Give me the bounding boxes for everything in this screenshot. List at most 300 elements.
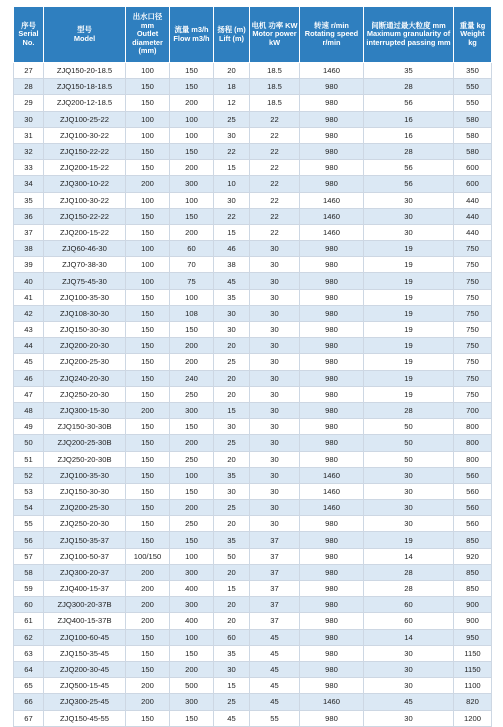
cell-rotating-speed: 980 xyxy=(300,710,364,726)
table-row xyxy=(14,176,492,192)
cell-rotating-speed: 980 xyxy=(300,273,364,289)
cell-weight: 750 xyxy=(454,289,492,305)
cell-motor-power: 30 xyxy=(250,289,300,305)
cell-rotating-speed: 980 xyxy=(300,354,364,370)
cell-outlet-diameter: 200 xyxy=(126,564,170,580)
cell-weight: 900 xyxy=(454,597,492,613)
table-row xyxy=(14,548,492,564)
cell-model: ZJQ200-20-30 xyxy=(44,338,126,354)
cell-serial-no: 60 xyxy=(14,597,44,613)
cell-rotating-speed: 980 xyxy=(300,581,364,597)
cell-motor-power: 30 xyxy=(250,338,300,354)
cell-motor-power: 37 xyxy=(250,564,300,580)
cell-outlet-diameter: 200 xyxy=(126,581,170,597)
cell-max-granularity: 14 xyxy=(364,548,454,564)
cell-flow: 150 xyxy=(170,79,214,95)
cell-flow: 100 xyxy=(170,127,214,143)
cell-max-granularity: 30 xyxy=(364,483,454,499)
table-row xyxy=(14,581,492,597)
cell-serial-no: 55 xyxy=(14,516,44,532)
table-row xyxy=(14,661,492,677)
cell-max-granularity: 28 xyxy=(364,402,454,418)
cell-max-granularity: 28 xyxy=(364,143,454,159)
cell-flow: 150 xyxy=(170,63,214,79)
cell-flow: 200 xyxy=(170,354,214,370)
cell-motor-power: 55 xyxy=(250,710,300,726)
header-weight xyxy=(454,7,492,63)
cell-weight: 850 xyxy=(454,532,492,548)
cell-lift: 60 xyxy=(214,629,250,645)
cell-outlet-diameter: 100 xyxy=(126,111,170,127)
header-en-label: Maximum granularity of interrupted passing mm xyxy=(366,29,451,47)
table-row xyxy=(14,241,492,257)
cell-outlet-diameter: 150 xyxy=(126,532,170,548)
cell-model: ZJQ60-46-30 xyxy=(44,241,126,257)
cell-flow: 100 xyxy=(170,548,214,564)
cell-outlet-diameter: 150 xyxy=(126,224,170,240)
table-row xyxy=(14,564,492,580)
cell-model: ZJQ100-35-30 xyxy=(44,289,126,305)
cell-serial-no: 52 xyxy=(14,467,44,483)
table-header-row xyxy=(14,7,492,63)
cell-rotating-speed: 980 xyxy=(300,661,364,677)
cell-model: ZJQ200-15-22 xyxy=(44,160,126,176)
cell-motor-power: 22 xyxy=(250,127,300,143)
cell-lift: 12 xyxy=(214,95,250,111)
cell-model: ZJQ200-30-45 xyxy=(44,661,126,677)
cell-flow: 200 xyxy=(170,224,214,240)
table-row xyxy=(14,305,492,321)
cell-outlet-diameter: 200 xyxy=(126,402,170,418)
cell-weight: 600 xyxy=(454,160,492,176)
cell-serial-no: 64 xyxy=(14,661,44,677)
cell-weight: 1100 xyxy=(454,678,492,694)
cell-motor-power: 45 xyxy=(250,694,300,710)
cell-model: ZJQ400-15-37B xyxy=(44,613,126,629)
table-row xyxy=(14,257,492,273)
cell-max-granularity: 19 xyxy=(364,257,454,273)
cell-max-granularity: 30 xyxy=(364,224,454,240)
cell-max-granularity: 60 xyxy=(364,597,454,613)
cell-lift: 30 xyxy=(214,661,250,677)
cell-model: ZJQ150-18-18.5 xyxy=(44,79,126,95)
cell-serial-no: 66 xyxy=(14,694,44,710)
cell-motor-power: 22 xyxy=(250,143,300,159)
cell-motor-power: 18.5 xyxy=(250,95,300,111)
cell-motor-power: 30 xyxy=(250,354,300,370)
cell-max-granularity: 50 xyxy=(364,435,454,451)
cell-flow: 150 xyxy=(170,208,214,224)
cell-flow: 250 xyxy=(170,516,214,532)
cell-rotating-speed: 1460 xyxy=(300,467,364,483)
cell-model: ZJQ400-15-37 xyxy=(44,581,126,597)
cell-motor-power: 22 xyxy=(250,160,300,176)
cell-rotating-speed: 980 xyxy=(300,95,364,111)
cell-max-granularity: 30 xyxy=(364,710,454,726)
table-row xyxy=(14,451,492,467)
cell-model: ZJQ150-30-30 xyxy=(44,322,126,338)
cell-outlet-diameter: 100 xyxy=(126,63,170,79)
cell-model: ZJQ200-15-22 xyxy=(44,224,126,240)
header-lift xyxy=(214,7,250,63)
table-row xyxy=(14,322,492,338)
cell-motor-power: 18.5 xyxy=(250,79,300,95)
cell-serial-no: 42 xyxy=(14,305,44,321)
cell-motor-power: 30 xyxy=(250,241,300,257)
cell-weight: 560 xyxy=(454,516,492,532)
cell-model: ZJQ150-20-18.5 xyxy=(44,63,126,79)
cell-max-granularity: 56 xyxy=(364,160,454,176)
header-en-label: Flow m3/h xyxy=(173,33,210,43)
cell-flow: 60 xyxy=(170,241,214,257)
header-cn-label: 型号 xyxy=(77,24,92,34)
cell-rotating-speed: 980 xyxy=(300,370,364,386)
cell-max-granularity: 45 xyxy=(364,694,454,710)
cell-max-granularity: 60 xyxy=(364,613,454,629)
cell-model: ZJQ100-50-37 xyxy=(44,548,126,564)
table-row xyxy=(14,160,492,176)
cell-flow: 300 xyxy=(170,597,214,613)
cell-flow: 150 xyxy=(170,645,214,661)
cell-flow: 240 xyxy=(170,370,214,386)
cell-weight: 1200 xyxy=(454,710,492,726)
cell-motor-power: 22 xyxy=(250,111,300,127)
cell-weight: 440 xyxy=(454,224,492,240)
cell-model: ZJQ100-30-22 xyxy=(44,192,126,208)
cell-rotating-speed: 980 xyxy=(300,241,364,257)
header-en-label: Outlet diameter (mm) xyxy=(132,29,163,56)
cell-serial-no: 30 xyxy=(14,111,44,127)
cell-lift: 30 xyxy=(214,419,250,435)
cell-motor-power: 30 xyxy=(250,402,300,418)
cell-outlet-diameter: 200 xyxy=(126,613,170,629)
cell-serial-no: 65 xyxy=(14,678,44,694)
cell-motor-power: 30 xyxy=(250,257,300,273)
cell-serial-no: 45 xyxy=(14,354,44,370)
cell-serial-no: 48 xyxy=(14,402,44,418)
cell-motor-power: 30 xyxy=(250,322,300,338)
pump-spec-table xyxy=(13,6,492,727)
cell-rotating-speed: 1460 xyxy=(300,483,364,499)
cell-weight: 750 xyxy=(454,305,492,321)
table-row xyxy=(14,419,492,435)
cell-lift: 10 xyxy=(214,176,250,192)
table-row xyxy=(14,192,492,208)
table-row xyxy=(14,273,492,289)
cell-serial-no: 46 xyxy=(14,370,44,386)
table-row xyxy=(14,516,492,532)
cell-lift: 15 xyxy=(214,160,250,176)
cell-weight: 1150 xyxy=(454,645,492,661)
cell-motor-power: 45 xyxy=(250,629,300,645)
cell-motor-power: 30 xyxy=(250,483,300,499)
cell-motor-power: 45 xyxy=(250,661,300,677)
cell-weight: 800 xyxy=(454,451,492,467)
header-cn-label: 扬程 (m) xyxy=(217,24,246,34)
cell-rotating-speed: 980 xyxy=(300,257,364,273)
cell-outlet-diameter: 100 xyxy=(126,192,170,208)
table-row xyxy=(14,386,492,402)
cell-rotating-speed: 980 xyxy=(300,79,364,95)
cell-flow: 150 xyxy=(170,483,214,499)
cell-motor-power: 37 xyxy=(250,581,300,597)
cell-serial-no: 31 xyxy=(14,127,44,143)
cell-rotating-speed: 1460 xyxy=(300,224,364,240)
cell-outlet-diameter: 100 xyxy=(126,257,170,273)
cell-weight: 820 xyxy=(454,694,492,710)
header-outlet-diameter xyxy=(126,7,170,63)
cell-motor-power: 37 xyxy=(250,597,300,613)
cell-weight: 560 xyxy=(454,500,492,516)
header-cn-label: 电机 功率 KW xyxy=(251,20,298,30)
cell-flow: 400 xyxy=(170,581,214,597)
cell-weight: 750 xyxy=(454,370,492,386)
cell-flow: 200 xyxy=(170,95,214,111)
cell-serial-no: 28 xyxy=(14,79,44,95)
cell-serial-no: 53 xyxy=(14,483,44,499)
cell-motor-power: 30 xyxy=(250,305,300,321)
cell-rotating-speed: 1460 xyxy=(300,63,364,79)
cell-lift: 35 xyxy=(214,532,250,548)
cell-serial-no: 27 xyxy=(14,63,44,79)
cell-weight: 350 xyxy=(454,63,492,79)
header-cn-label: 转速 r/min xyxy=(314,20,349,30)
cell-max-granularity: 28 xyxy=(364,79,454,95)
cell-model: ZJQ100-25-22 xyxy=(44,111,126,127)
cell-motor-power: 18.5 xyxy=(250,63,300,79)
table-row xyxy=(14,370,492,386)
cell-flow: 300 xyxy=(170,694,214,710)
cell-rotating-speed: 980 xyxy=(300,338,364,354)
cell-outlet-diameter: 150 xyxy=(126,79,170,95)
cell-flow: 300 xyxy=(170,564,214,580)
cell-rotating-speed: 980 xyxy=(300,532,364,548)
header-cn-label: 序号 xyxy=(21,20,36,30)
cell-lift: 30 xyxy=(214,305,250,321)
table-row xyxy=(14,63,492,79)
cell-flow: 150 xyxy=(170,532,214,548)
cell-flow: 100 xyxy=(170,111,214,127)
cell-flow: 100 xyxy=(170,289,214,305)
cell-flow: 200 xyxy=(170,338,214,354)
cell-model: ZJQ150-22-22 xyxy=(44,208,126,224)
cell-serial-no: 62 xyxy=(14,629,44,645)
cell-lift: 25 xyxy=(214,435,250,451)
cell-max-granularity: 50 xyxy=(364,451,454,467)
cell-flow: 100 xyxy=(170,192,214,208)
cell-serial-no: 49 xyxy=(14,419,44,435)
cell-lift: 46 xyxy=(214,241,250,257)
cell-weight: 440 xyxy=(454,192,492,208)
cell-model: ZJQ70-38-30 xyxy=(44,257,126,273)
table-row xyxy=(14,435,492,451)
cell-weight: 580 xyxy=(454,127,492,143)
cell-outlet-diameter: 150 xyxy=(126,386,170,402)
table-row xyxy=(14,354,492,370)
cell-flow: 400 xyxy=(170,613,214,629)
header-en-label: Serial No. xyxy=(18,29,39,47)
header-en-label: Rotating speed r/min xyxy=(304,29,359,47)
cell-model: ZJQ250-20-30 xyxy=(44,516,126,532)
cell-model: ZJQ300-20-37B xyxy=(44,597,126,613)
cell-weight: 920 xyxy=(454,548,492,564)
cell-outlet-diameter: 150 xyxy=(126,322,170,338)
cell-max-granularity: 19 xyxy=(364,305,454,321)
cell-rotating-speed: 980 xyxy=(300,678,364,694)
cell-lift: 20 xyxy=(214,451,250,467)
cell-motor-power: 22 xyxy=(250,224,300,240)
cell-flow: 150 xyxy=(170,419,214,435)
cell-outlet-diameter: 150 xyxy=(126,500,170,516)
table-row xyxy=(14,79,492,95)
cell-outlet-diameter: 150 xyxy=(126,629,170,645)
cell-max-granularity: 19 xyxy=(364,338,454,354)
cell-weight: 700 xyxy=(454,402,492,418)
cell-lift: 25 xyxy=(214,500,250,516)
cell-max-granularity: 30 xyxy=(364,661,454,677)
cell-rotating-speed: 980 xyxy=(300,402,364,418)
table-row xyxy=(14,629,492,645)
table-row xyxy=(14,678,492,694)
cell-rotating-speed: 980 xyxy=(300,516,364,532)
cell-rotating-speed: 980 xyxy=(300,629,364,645)
cell-serial-no: 67 xyxy=(14,710,44,726)
cell-model: ZJQ150-30-30B xyxy=(44,419,126,435)
header-cn-label: 重量 kg xyxy=(459,20,486,30)
cell-outlet-diameter: 150 xyxy=(126,208,170,224)
cell-weight: 600 xyxy=(454,176,492,192)
table-row xyxy=(14,127,492,143)
cell-motor-power: 30 xyxy=(250,419,300,435)
cell-outlet-diameter: 150 xyxy=(126,483,170,499)
cell-max-granularity: 28 xyxy=(364,581,454,597)
cell-outlet-diameter: 100 xyxy=(126,273,170,289)
cell-serial-no: 40 xyxy=(14,273,44,289)
cell-max-granularity: 14 xyxy=(364,629,454,645)
cell-rotating-speed: 1460 xyxy=(300,208,364,224)
table-row xyxy=(14,710,492,726)
cell-rotating-speed: 980 xyxy=(300,289,364,305)
cell-lift: 45 xyxy=(214,273,250,289)
cell-max-granularity: 30 xyxy=(364,192,454,208)
cell-rotating-speed: 980 xyxy=(300,305,364,321)
header-cn-label: 出水口径 mm xyxy=(132,12,163,30)
cell-max-granularity: 19 xyxy=(364,241,454,257)
cell-outlet-diameter: 150 xyxy=(126,305,170,321)
cell-motor-power: 22 xyxy=(250,192,300,208)
cell-lift: 30 xyxy=(214,127,250,143)
cell-weight: 550 xyxy=(454,95,492,111)
cell-weight: 750 xyxy=(454,241,492,257)
cell-lift: 20 xyxy=(214,613,250,629)
table-row xyxy=(14,338,492,354)
cell-flow: 200 xyxy=(170,435,214,451)
cell-weight: 560 xyxy=(454,483,492,499)
cell-outlet-diameter: 150 xyxy=(126,160,170,176)
cell-serial-no: 58 xyxy=(14,564,44,580)
cell-rotating-speed: 980 xyxy=(300,548,364,564)
cell-serial-no: 41 xyxy=(14,289,44,305)
cell-max-granularity: 19 xyxy=(364,370,454,386)
table-row xyxy=(14,694,492,710)
cell-flow: 250 xyxy=(170,451,214,467)
cell-model: ZJQ150-30-30 xyxy=(44,483,126,499)
cell-flow: 150 xyxy=(170,322,214,338)
cell-outlet-diameter: 150 xyxy=(126,354,170,370)
cell-weight: 850 xyxy=(454,564,492,580)
cell-flow: 200 xyxy=(170,160,214,176)
cell-serial-no: 33 xyxy=(14,160,44,176)
header-en-label: Lift (m) xyxy=(218,33,245,43)
cell-motor-power: 22 xyxy=(250,208,300,224)
cell-lift: 20 xyxy=(214,516,250,532)
cell-motor-power: 45 xyxy=(250,678,300,694)
cell-max-granularity: 19 xyxy=(364,273,454,289)
cell-model: ZJQ200-25-30 xyxy=(44,354,126,370)
cell-lift: 20 xyxy=(214,597,250,613)
cell-rotating-speed: 980 xyxy=(300,451,364,467)
cell-weight: 750 xyxy=(454,322,492,338)
cell-flow: 108 xyxy=(170,305,214,321)
cell-rotating-speed: 1460 xyxy=(300,500,364,516)
cell-model: ZJQ108-30-30 xyxy=(44,305,126,321)
cell-model: ZJQ250-20-30 xyxy=(44,386,126,402)
cell-model: ZJQ240-20-30 xyxy=(44,370,126,386)
cell-outlet-diameter: 150 xyxy=(126,467,170,483)
cell-motor-power: 37 xyxy=(250,532,300,548)
cell-lift: 20 xyxy=(214,370,250,386)
cell-serial-no: 47 xyxy=(14,386,44,402)
table-row xyxy=(14,143,492,159)
cell-max-granularity: 35 xyxy=(364,63,454,79)
header-flow xyxy=(170,7,214,63)
cell-serial-no: 37 xyxy=(14,224,44,240)
cell-model: ZJQ150-45-55 xyxy=(44,710,126,726)
cell-motor-power: 30 xyxy=(250,435,300,451)
cell-weight: 550 xyxy=(454,79,492,95)
cell-outlet-diameter: 150 xyxy=(126,435,170,451)
cell-max-granularity: 30 xyxy=(364,208,454,224)
cell-weight: 800 xyxy=(454,435,492,451)
cell-serial-no: 32 xyxy=(14,143,44,159)
cell-max-granularity: 30 xyxy=(364,678,454,694)
cell-max-granularity: 19 xyxy=(364,289,454,305)
cell-weight: 440 xyxy=(454,208,492,224)
cell-weight: 750 xyxy=(454,354,492,370)
cell-model: ZJQ200-12-18.5 xyxy=(44,95,126,111)
cell-lift: 15 xyxy=(214,581,250,597)
cell-weight: 750 xyxy=(454,386,492,402)
cell-weight: 750 xyxy=(454,338,492,354)
cell-max-granularity: 19 xyxy=(364,322,454,338)
cell-flow: 150 xyxy=(170,143,214,159)
header-serial-no xyxy=(14,7,44,63)
cell-flow: 75 xyxy=(170,273,214,289)
cell-outlet-diameter: 150 xyxy=(126,516,170,532)
cell-lift: 35 xyxy=(214,645,250,661)
cell-lift: 25 xyxy=(214,111,250,127)
cell-rotating-speed: 980 xyxy=(300,613,364,629)
cell-max-granularity: 30 xyxy=(364,516,454,532)
cell-weight: 750 xyxy=(454,257,492,273)
cell-outlet-diameter: 150 xyxy=(126,370,170,386)
cell-rotating-speed: 980 xyxy=(300,111,364,127)
table-row xyxy=(14,532,492,548)
cell-lift: 30 xyxy=(214,483,250,499)
cell-serial-no: 34 xyxy=(14,176,44,192)
cell-lift: 20 xyxy=(214,386,250,402)
cell-motor-power: 45 xyxy=(250,645,300,661)
